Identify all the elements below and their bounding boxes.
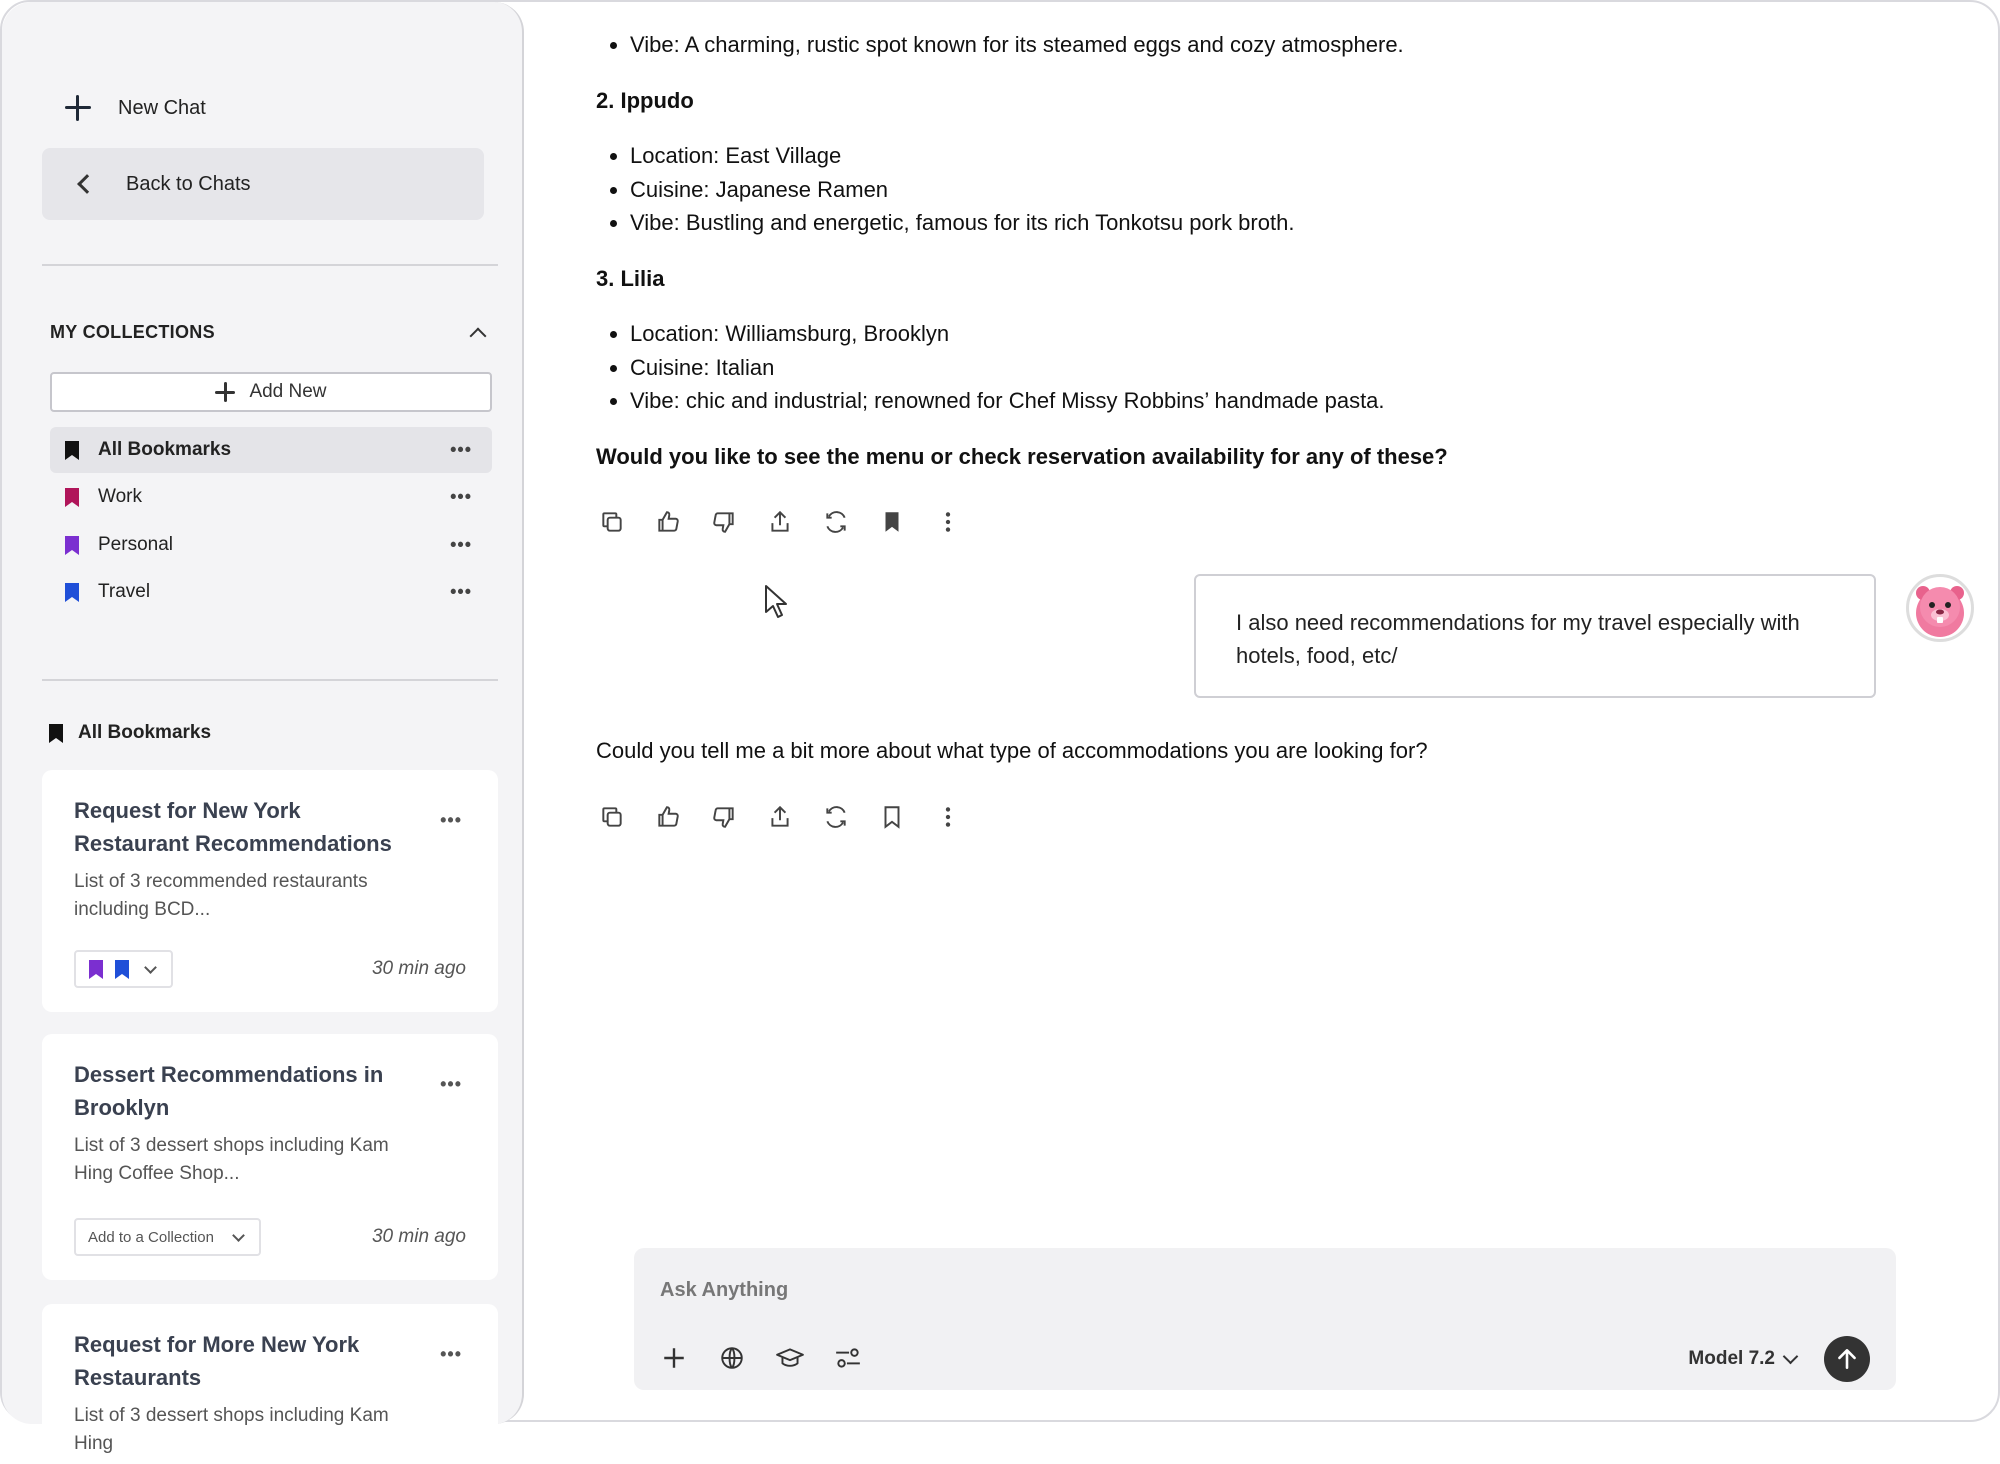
more-vertical-icon[interactable] bbox=[934, 508, 962, 536]
bookmark-icon bbox=[114, 959, 130, 980]
restaurant-3-list bbox=[606, 317, 1385, 418]
divider bbox=[42, 679, 498, 681]
collection-item-personal[interactable] bbox=[50, 522, 492, 568]
card-description: List of 3 recommended restaurants including BCD... bbox=[74, 871, 368, 920]
list-item: • Location: East Village bbox=[630, 139, 1294, 173]
bookmarks-heading-label: All Bookmarks bbox=[78, 722, 212, 743]
bookmark-icon[interactable] bbox=[878, 508, 906, 536]
regenerate-icon[interactable] bbox=[822, 803, 850, 831]
list-item: • Vibe: A charming, rustic spot known for its steamed eggs and cozy atmosphere. bbox=[630, 28, 1404, 62]
graduation-cap-icon[interactable] bbox=[776, 1344, 804, 1372]
restaurant-3-title: 3. Lilia bbox=[596, 266, 665, 291]
new-chat-label: New Chat bbox=[118, 96, 206, 119]
card-title: Request for New York Restaurant Recommendations bbox=[74, 798, 392, 856]
card-footer bbox=[74, 950, 466, 988]
restaurant-1-list bbox=[606, 28, 1404, 62]
timestamp: 30 min ago bbox=[371, 958, 466, 979]
bookmark-icon bbox=[64, 487, 80, 508]
arrow-up-icon bbox=[1834, 1346, 1860, 1372]
composer-tools bbox=[660, 1344, 862, 1372]
send-button[interactable] bbox=[1824, 1336, 1870, 1382]
plus-icon bbox=[215, 382, 235, 402]
back-to-chats-button[interactable] bbox=[42, 148, 484, 220]
more-icon[interactable]: ••• bbox=[450, 439, 472, 460]
beaver-avatar-icon bbox=[1909, 577, 1971, 639]
composer bbox=[634, 1248, 1896, 1390]
add-to-collection-label: Add to a Collection bbox=[88, 1228, 214, 1246]
message-actions bbox=[598, 803, 962, 831]
bookmark-card[interactable] bbox=[42, 770, 498, 1012]
settings-sliders-icon[interactable] bbox=[834, 1344, 862, 1372]
chevron-left-icon bbox=[77, 174, 97, 194]
collection-label: Work bbox=[98, 486, 142, 507]
list-item: • Location: Williamsburg, Brooklyn bbox=[630, 317, 1385, 351]
message-actions bbox=[598, 508, 962, 536]
assistant-reply: Could you tell me a bit more about what type of accommodations you are looking for? bbox=[596, 738, 1428, 763]
collection-item-travel[interactable] bbox=[50, 569, 492, 615]
card-title: Request for More New York Restaurants bbox=[74, 1332, 360, 1390]
more-vertical-icon[interactable] bbox=[934, 803, 962, 831]
collection-item-work[interactable] bbox=[50, 474, 492, 520]
card-description: List of 3 dessert shops including Kam Hing Coffee Shop... bbox=[74, 1135, 389, 1184]
more-icon[interactable]: ••• bbox=[440, 1344, 462, 1364]
divider bbox=[42, 264, 498, 266]
bookmark-card[interactable] bbox=[42, 1304, 498, 1464]
thumbs-down-icon[interactable] bbox=[710, 803, 738, 831]
restaurant-2-title: 2. Ippudo bbox=[596, 88, 694, 113]
more-icon[interactable]: ••• bbox=[450, 486, 472, 507]
share-icon[interactable] bbox=[766, 508, 794, 536]
bookmark-icon bbox=[64, 440, 80, 461]
restaurant-2-list bbox=[606, 139, 1294, 240]
collection-tags-dropdown[interactable] bbox=[74, 950, 173, 988]
timestamp: 30 min ago bbox=[371, 1226, 466, 1247]
chevron-down-icon bbox=[232, 1229, 245, 1242]
globe-icon[interactable] bbox=[718, 1344, 746, 1372]
bookmark-icon bbox=[64, 535, 80, 556]
chevron-down-icon bbox=[1783, 1348, 1799, 1364]
collection-label: All Bookmarks bbox=[98, 439, 232, 460]
thumbs-down-icon[interactable] bbox=[710, 508, 738, 536]
share-icon[interactable] bbox=[766, 803, 794, 831]
regenerate-icon[interactable] bbox=[822, 508, 850, 536]
bookmark-card[interactable] bbox=[42, 1034, 498, 1280]
collection-label: Travel bbox=[98, 581, 151, 602]
ask-input[interactable] bbox=[660, 1270, 1560, 1310]
more-icon[interactable]: ••• bbox=[440, 1074, 462, 1094]
chevron-down-icon bbox=[144, 961, 157, 974]
back-to-chats-label: Back to Chats bbox=[126, 172, 251, 195]
assistant-question: Would you like to see the menu or check reservation availability for any of these? bbox=[596, 444, 1448, 469]
thumbs-up-icon[interactable] bbox=[654, 508, 682, 536]
new-chat-button[interactable] bbox=[64, 88, 206, 128]
list-item: • Cuisine: Japanese Ramen bbox=[630, 173, 1294, 207]
add-new-collection-button[interactable] bbox=[50, 372, 492, 412]
more-icon[interactable]: ••• bbox=[450, 534, 472, 555]
collections-heading: MY COLLECTIONS bbox=[50, 322, 215, 342]
copy-icon[interactable] bbox=[598, 508, 626, 536]
list-item: • Vibe: Bustling and energetic, famous for its rich Tonkotsu pork broth. bbox=[630, 206, 1294, 240]
bookmark-icon bbox=[48, 723, 64, 744]
thumbs-up-icon[interactable] bbox=[654, 803, 682, 831]
model-label: Model 7.2 bbox=[1688, 1348, 1775, 1369]
more-icon[interactable]: ••• bbox=[450, 581, 472, 602]
user-message-text: I also need recommendations for my travel especially with hotels, food, etc/ bbox=[1236, 610, 1800, 668]
plus-icon bbox=[64, 94, 92, 122]
card-title: Dessert Recommendations in Brooklyn bbox=[74, 1062, 384, 1120]
list-item: • Cuisine: Italian bbox=[630, 351, 1385, 385]
bookmark-outline-icon[interactable] bbox=[878, 803, 906, 831]
collection-item-all-bookmarks[interactable] bbox=[50, 427, 492, 473]
copy-icon[interactable] bbox=[598, 803, 626, 831]
mouse-cursor-icon bbox=[764, 584, 790, 620]
collections-header[interactable] bbox=[50, 322, 490, 343]
model-selector[interactable] bbox=[1688, 1344, 1796, 1374]
bookmarks-heading bbox=[48, 722, 211, 744]
add-attachment-icon[interactable] bbox=[660, 1344, 688, 1372]
bookmark-icon bbox=[64, 582, 80, 603]
list-item: • Vibe: chic and industrial; renowned for Chef Missy Robbins’ handmade pasta. bbox=[630, 384, 1385, 418]
add-new-label: Add New bbox=[249, 381, 327, 402]
chevron-up-icon[interactable] bbox=[470, 327, 487, 344]
sidebar bbox=[2, 2, 524, 1454]
bookmark-icon bbox=[88, 959, 104, 980]
avatar[interactable] bbox=[1906, 574, 1974, 642]
card-description: List of 3 dessert shops including Kam Hing bbox=[74, 1405, 389, 1454]
user-message-bubble bbox=[1194, 574, 1876, 698]
collection-label: Personal bbox=[98, 534, 173, 555]
add-to-collection-dropdown[interactable] bbox=[74, 1218, 261, 1256]
more-icon[interactable]: ••• bbox=[440, 810, 462, 830]
card-footer bbox=[74, 1218, 466, 1256]
